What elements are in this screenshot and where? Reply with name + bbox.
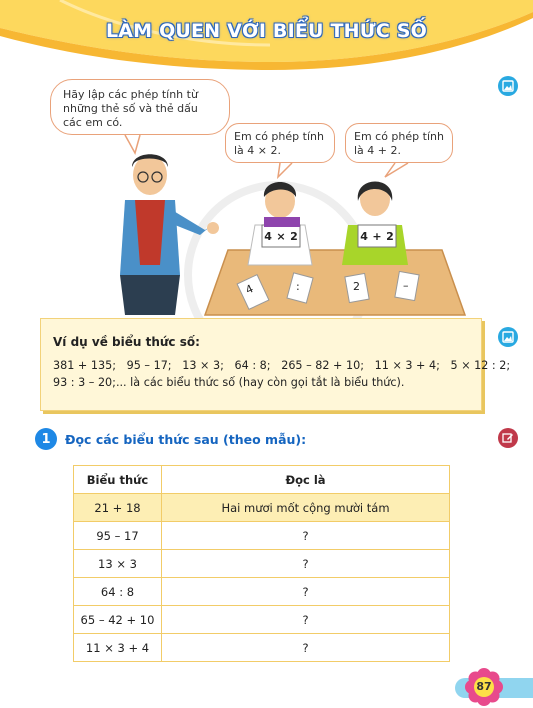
table-row <box>74 606 450 634</box>
exercise-title: Đọc các biểu thức sau (theo mẫu): <box>65 432 307 447</box>
table-row <box>74 494 450 522</box>
reading-cell[interactable]: ? <box>162 522 450 550</box>
exercise-number-badge: 1 <box>35 428 57 450</box>
reading-cell[interactable]: ? <box>162 550 450 578</box>
table-header-row <box>74 466 450 494</box>
table-row <box>74 550 450 578</box>
card-digit: 4 <box>360 229 368 243</box>
card-digit: 2 <box>290 229 298 243</box>
card-operator: × <box>276 229 286 243</box>
boy-figure <box>248 182 312 265</box>
expression-cell: 11 × 3 + 4 <box>74 634 162 662</box>
image-icon[interactable] <box>498 327 518 347</box>
edit-icon[interactable] <box>498 428 518 448</box>
reading-cell[interactable]: ? <box>162 634 450 662</box>
reading-cell[interactable]: ? <box>162 606 450 634</box>
teacher-figure <box>120 154 219 315</box>
image-icon[interactable] <box>498 76 518 96</box>
example-title: Ví dụ về biểu thức số: <box>53 335 200 349</box>
card-operator: + <box>372 229 382 243</box>
table-card-label: – <box>403 279 409 292</box>
classroom-illustration <box>40 75 480 320</box>
table-row <box>74 522 450 550</box>
expression-cell: 21 + 18 <box>74 494 162 522</box>
expression-cell: 13 × 3 <box>74 550 162 578</box>
table-card-label: 4 <box>243 282 256 297</box>
reading-cell: Hai mươi mốt cộng mười tám <box>162 494 450 522</box>
teacher-speech-bubble: Hãy lập các phép tính từ những thẻ số và thẻ dấu các em có. <box>50 79 230 135</box>
example-text <box>53 357 511 391</box>
expression-cell: 65 – 42 + 10 <box>74 606 162 634</box>
example-box <box>40 318 511 411</box>
column-header-expression: Biểu thức <box>74 466 162 494</box>
reading-cell[interactable]: ? <box>162 578 450 606</box>
expression-cell: 95 – 17 <box>74 522 162 550</box>
table-card-label: 2 <box>353 280 360 293</box>
table-card-label: : <box>296 280 300 293</box>
page-header <box>0 0 533 80</box>
card-digit: 2 <box>386 229 394 243</box>
girl-number-card <box>358 226 396 246</box>
table-row <box>74 634 450 662</box>
example-line: 93 : 3 – 20;... là các biểu thức số (hay còn gọi tắt là biểu thức). <box>53 376 405 389</box>
boy-speech-bubble: Em có phép tính là 4 × 2. <box>225 123 335 163</box>
column-header-reading: Đọc là <box>162 466 450 494</box>
girl-speech-bubble: Em có phép tính là 4 + 2. <box>345 123 453 163</box>
expression-reading-table <box>73 465 450 662</box>
example-line: 381 + 135; 95 – 17; 13 × 3; 64 : 8; 265 – 82 + 10; 11 × 3 + 4; 5 × 12 : 2; <box>53 359 511 372</box>
expression-cell: 64 : 8 <box>74 578 162 606</box>
card-digit: 4 <box>264 229 272 243</box>
boy-number-card <box>262 226 300 246</box>
page-title: LÀM QUEN VỚI BIỂU THỨC SỐ <box>105 20 428 42</box>
page-number: 87 <box>476 680 492 693</box>
table-row <box>74 578 450 606</box>
